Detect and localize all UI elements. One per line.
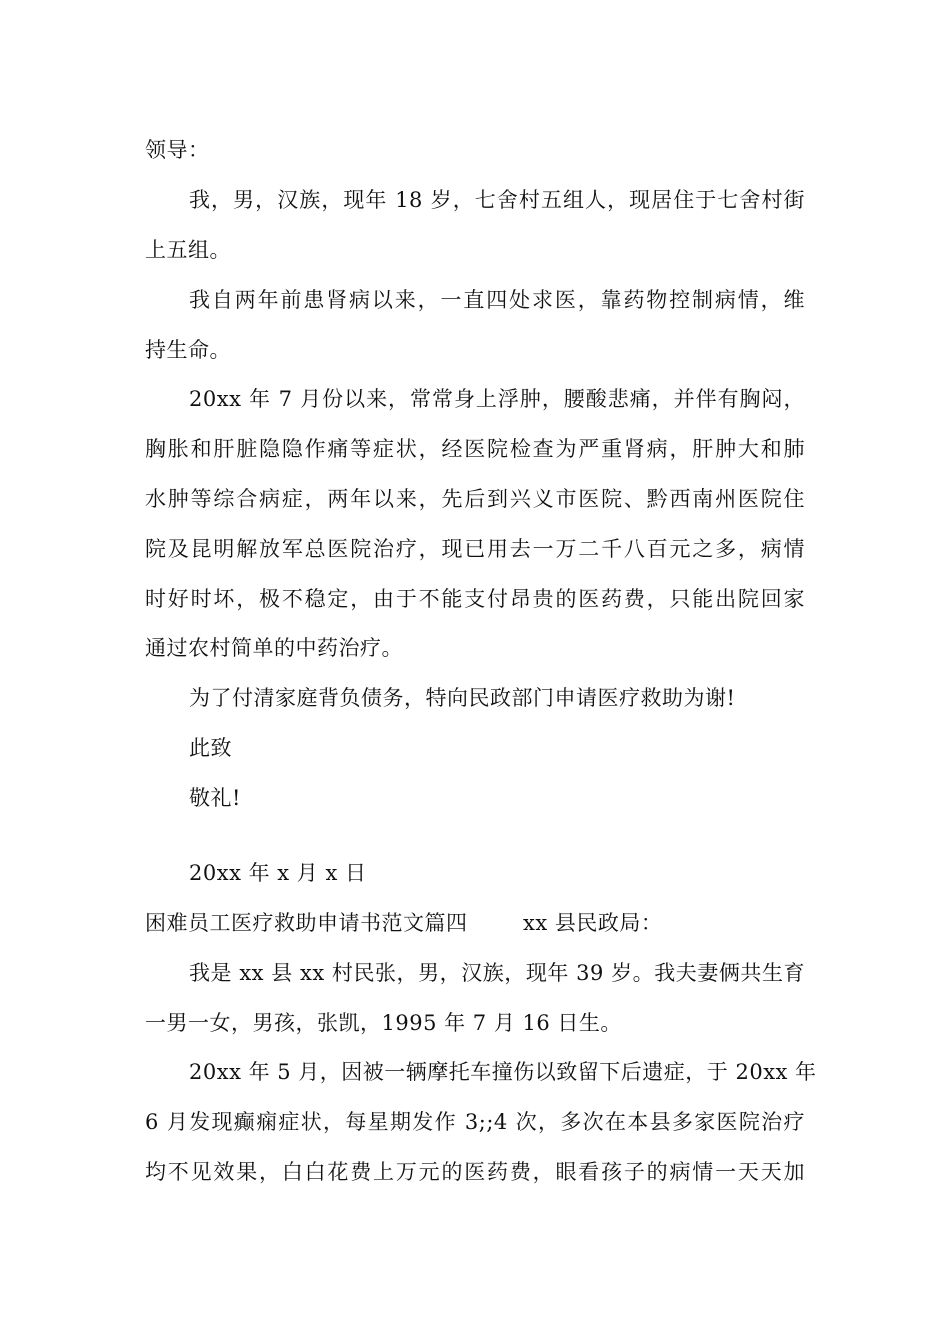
paragraph-line: 水肿等综合病症，两年以来，先后到兴义市医院、黔西南州医院住 [145, 487, 805, 511]
paragraph-line: 我，男，汉族，现年 18 岁，七舍村五组人，现居住于七舍村街 [189, 188, 805, 212]
paragraph-line: 胸胀和肝脏隐隐作痛等症状，经医院检查为严重肾病，肝肿大和肺 [145, 437, 805, 461]
section-title: 困难员工医疗救助申请书范文篇四 [145, 911, 468, 935]
paragraph-line: 我是 xx 县 xx 村民张，男，汉族，现年 39 岁。我夫妻俩共生育 [189, 961, 805, 985]
salutation-leaders: 领导： [145, 138, 210, 162]
paragraph-line: 持生命。 [145, 338, 231, 362]
paragraph-line: 6 月发现癫痫症状，每星期发作 3;;4 次，多次在本县多家医院治疗 [145, 1110, 805, 1134]
paragraph-line: 时好时坏，极不稳定，由于不能支付昂贵的医药费，只能出院回家 [145, 587, 805, 611]
paragraph-line: 为了付清家庭背负债务，特向民政部门申请医疗救助为谢! [189, 686, 736, 710]
closing-greeting: 此致 [189, 736, 232, 760]
paragraph-line: 院及昆明解放军总医院治疗，现已用去一万二千八百元之多，病情 [145, 537, 805, 561]
paragraph-line: 通过农村简单的中药治疗。 [145, 636, 403, 660]
paragraph-line: 我自两年前患肾病以来，一直四处求医，靠药物控制病情，维 [189, 288, 805, 312]
salutation-bureau: xx 县民政局： [523, 911, 663, 935]
paragraph-line: 上五组。 [145, 238, 231, 262]
paragraph-line: 20xx 年 5 月，因被一辆摩托车撞伤以致留下后遗症，于 20xx 年 [189, 1060, 817, 1084]
paragraph-line: 20xx 年 7 月份以来，常常身上浮肿，腰酸悲痛，并伴有胸闷， [189, 387, 805, 411]
letter-date: 20xx 年 x 月 x 日 [189, 861, 367, 885]
paragraph-line: 一男一女，男孩，张凯，1995 年 7 月 16 日生。 [145, 1011, 622, 1035]
closing-salute: 敬礼! [189, 786, 241, 810]
paragraph-line: 均不见效果，白白花费上万元的医药费，眼看孩子的病情一天天加 [145, 1160, 805, 1184]
